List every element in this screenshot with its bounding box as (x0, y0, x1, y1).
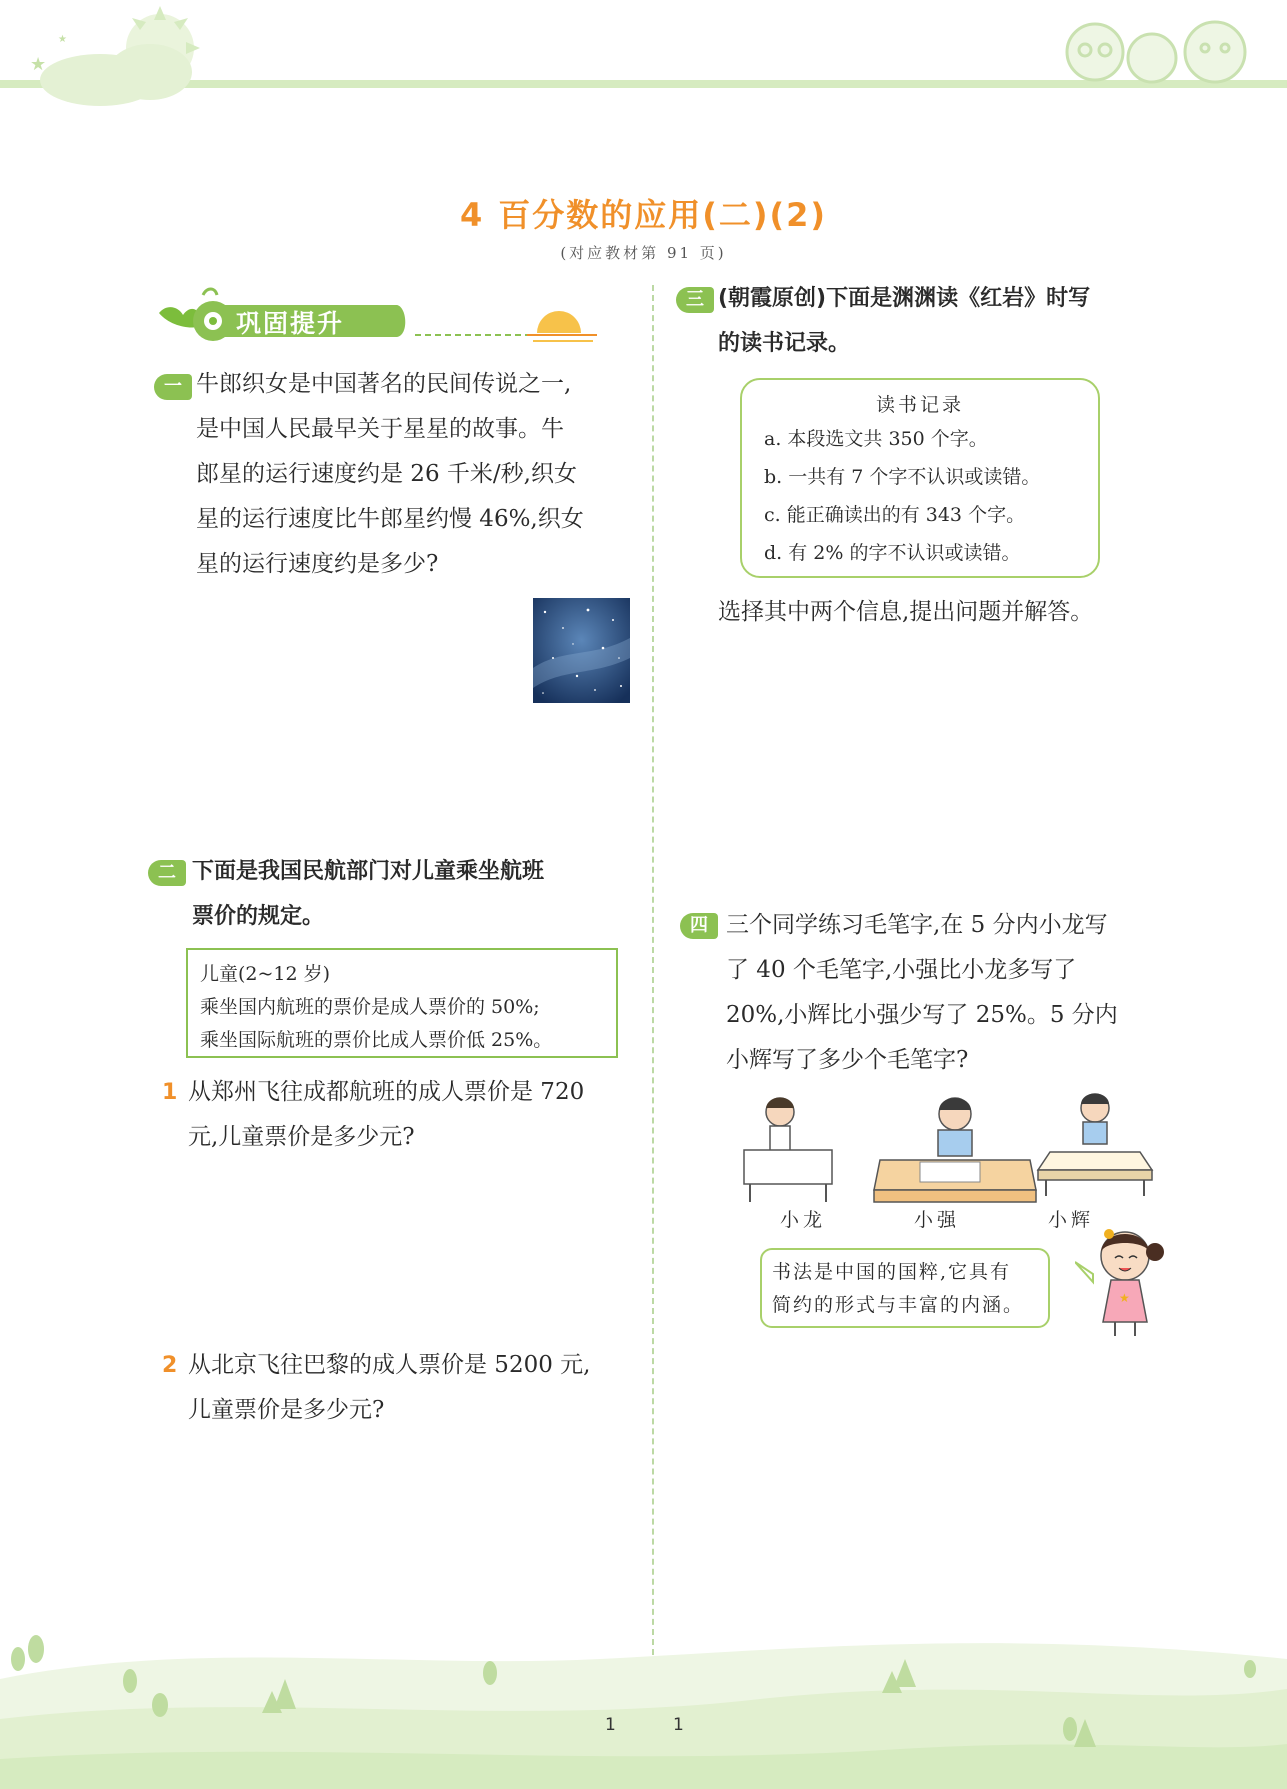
kid-xiaohui-icon (1038, 1094, 1152, 1197)
q2-sub1 (188, 1070, 584, 1160)
q1-badge: 一 (154, 374, 192, 400)
question-4 (726, 903, 1118, 1083)
q1-line: 牛郎织女是中国著名的民间传说之一, (196, 371, 572, 397)
q3-line: 的读书记录。 (718, 331, 851, 356)
kid-label-xiaohui: 小辉 (1048, 1209, 1095, 1231)
footer-decoration (0, 1619, 1287, 1789)
q2-badge-wrap (148, 860, 186, 886)
q4-line: 小辉写了多少个毛笔字? (726, 1047, 969, 1073)
q4-line: 三个同学练习毛笔字,在 5 分内小龙写 (726, 912, 1108, 938)
q2-badge: 二 (148, 860, 186, 886)
q4-line: 20%,小辉比小强少写了 25%。5 分内 (726, 1002, 1118, 1028)
q3-prompt: 选择其中两个信息,提出问题并解答。 (718, 599, 1094, 625)
q3-line: (朝霞原创)下面是渊渊读《红岩》时写 (718, 286, 1091, 311)
reading-record-title: 读书记录 (875, 394, 964, 416)
q4-badge-wrap (680, 913, 718, 939)
q2-sub2-line: 儿童票价是多少元? (188, 1397, 385, 1423)
q2-sub2-line: 从北京飞往巴黎的成人票价是 5200 元, (188, 1352, 591, 1378)
record-item: a. 本段选文共 350 个字。 (764, 428, 988, 450)
q1-line: 是中国人民最早关于星星的故事。牛 (196, 416, 564, 442)
girl-character-icon (1075, 1222, 1165, 1342)
rule-line: 乘坐国内航班的票价是成人票价的 50%; (200, 996, 540, 1018)
q2-line: 下面是我国民航部门对儿童乘坐航班 (192, 859, 545, 884)
q4-badge: 四 (680, 913, 718, 939)
question-1 (196, 362, 584, 587)
q2-sub1-line: 从郑州飞往成都航班的成人票价是 720 (188, 1079, 585, 1105)
kid-xiaoqiang-icon (874, 1098, 1036, 1202)
q2-sub1-number: 1 (162, 1080, 178, 1105)
record-item: d. 有 2% 的字不认识或读错。 (764, 542, 1021, 564)
whale-icon (159, 289, 233, 341)
question-3 (718, 276, 1090, 366)
svg-text:★: ★ (1119, 1291, 1130, 1305)
q1-line: 星的运行速度约是多少? (196, 551, 439, 577)
q3-badge: 三 (676, 287, 714, 313)
kid-label-xiaolong: 小龙 (780, 1209, 827, 1231)
sun-cloud-icon (30, 6, 200, 106)
q1-line: 星的运行速度比牛郎星约慢 46%,织女 (196, 506, 584, 532)
kid-label-xiaoqiang: 小强 (914, 1209, 961, 1231)
reading-record-box (740, 378, 1100, 578)
section-label: 巩固提升 (236, 309, 345, 338)
q2-sub2 (188, 1343, 590, 1433)
speech-line: 书法是中国的国粹,它具有 (772, 1261, 1012, 1283)
q2-line: 票价的规定。 (192, 904, 325, 929)
column-divider (652, 285, 654, 1655)
svg-text:★: ★ (30, 54, 47, 75)
lesson-title: 百分数的应用(二)(2) (498, 196, 828, 234)
fare-rules-box (186, 948, 618, 1058)
kid-xiaolong-icon (744, 1098, 832, 1203)
question-2 (192, 849, 544, 939)
page-number-right: 1 (673, 1715, 684, 1735)
svg-text:★: ★ (58, 34, 67, 45)
sunset-icon (527, 311, 597, 341)
q2-sub1-line: 元,儿童票价是多少元? (188, 1124, 415, 1150)
speech-bubble (760, 1248, 1050, 1328)
q2-sub2-number: 2 (162, 1353, 178, 1378)
rule-line: 乘坐国际航班的票价比成人票价低 25%。 (200, 1029, 553, 1051)
q3-badge-wrap (676, 287, 714, 313)
rule-line: 儿童(2~12 岁) (200, 963, 331, 985)
animal-heads-icon (1067, 22, 1245, 82)
header-decoration (0, 0, 1287, 110)
speech-line: 简约的形式与丰富的内涵。 (772, 1294, 1025, 1316)
record-item: b. 一共有 7 个字不认识或读错。 (764, 466, 1041, 488)
section-banner (157, 285, 637, 345)
textbook-reference: (对应教材第 91 页) (560, 244, 727, 262)
title-area (0, 190, 1287, 263)
q1-badge-wrap (154, 374, 192, 400)
starry-sky-image (533, 598, 630, 703)
page-title (0, 190, 1287, 236)
page-number-left: 1 (605, 1715, 616, 1735)
lesson-number: 4 (459, 196, 485, 234)
q4-line: 了 40 个毛笔字,小强比小龙多写了 (726, 957, 1077, 983)
q1-line: 郎星的运行速度约是 26 千米/秒,织女 (196, 461, 577, 487)
record-item: c. 能正确读出的有 343 个字。 (764, 504, 1026, 526)
